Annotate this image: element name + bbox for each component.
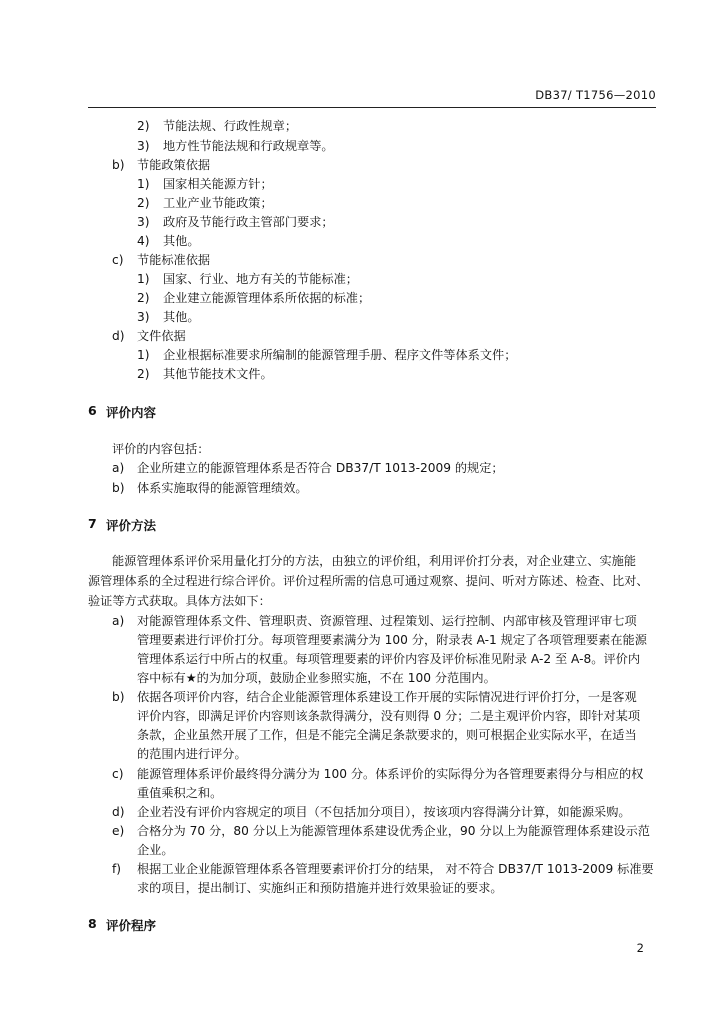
text-line: 容中标有★的为加分项，鼓励企业参照实施，不在 100 分范围内。 bbox=[137, 671, 496, 685]
text-line: 企业所建立的能源管理体系是否符合 DB37/T 1013-2009 的规定； bbox=[137, 461, 504, 475]
text-line: 合格分为 70 分，80 分以上为能源管理体系建设优秀企业，90 分以上为能源管理体系建设示范 bbox=[137, 824, 650, 838]
list-marker: a) bbox=[112, 461, 125, 475]
text-line: 其他。 bbox=[163, 310, 200, 324]
section-heading: 评价程序 bbox=[106, 918, 157, 933]
page-number: 2 bbox=[636, 941, 644, 955]
list-marker: 4) bbox=[137, 234, 150, 248]
text-line: 文件依据 bbox=[137, 329, 186, 343]
section-heading: 评价方法 bbox=[106, 518, 157, 533]
list-marker: c) bbox=[112, 767, 124, 781]
section-number: 6 bbox=[88, 403, 97, 418]
text-line: 评价内容，即满足评价内容则该条款得满分，没有则得 0 分；二是主观评价内容，即针对某项 bbox=[137, 709, 641, 723]
text-line: 企业根据标准要求所编制的能源管理手册、程序文件等体系文件； bbox=[163, 348, 517, 362]
text-line: 条款，企业虽然开展了工作，但是不能完全满足条款要求的，则可根据企业实际水平，在适当 bbox=[137, 728, 637, 742]
list-marker: 3) bbox=[137, 139, 150, 153]
text-line: 验证等方式获取。具体方法如下： bbox=[88, 594, 271, 608]
list-marker: d) bbox=[112, 329, 125, 343]
list-marker: b) bbox=[112, 481, 125, 495]
text-line: 节能法规、行政性规章； bbox=[163, 119, 298, 133]
list-marker: f) bbox=[112, 862, 122, 876]
list-marker: 2) bbox=[137, 367, 150, 381]
text-line: 管理体系运行中所占的权重。每项管理要素的评价内容及评价标准见附录 A-2 至 A-8。评价内 bbox=[137, 652, 641, 666]
section-number: 8 bbox=[88, 916, 97, 931]
text-line: 节能标准依据 bbox=[137, 253, 211, 267]
list-marker: 1) bbox=[137, 348, 150, 362]
text-line: 管理要素进行评价打分。每项管理要素满分为 100 分，附录表 A-1 规定了各项管理要素在能源 bbox=[137, 633, 647, 647]
list-marker: 2) bbox=[137, 196, 150, 210]
text-line: 国家、行业、地方有关的节能标准； bbox=[163, 272, 358, 286]
text-line: 的范围内进行评分。 bbox=[137, 747, 247, 761]
text-line: 企业若没有评价内容规定的项目（不包括加分项目），按该项内容得满分计算，如能源采购。 bbox=[137, 805, 631, 819]
list-marker: 1) bbox=[137, 177, 150, 191]
text-line: 工业产业节能政策； bbox=[163, 196, 273, 210]
text-line: 能源管理体系评价最终得分满分为 100 分。体系评价的实际得分为各管理要素得分与相应的权 bbox=[137, 767, 644, 781]
text-line: 国家相关能源方针； bbox=[163, 177, 273, 191]
list-marker: e) bbox=[112, 824, 125, 838]
text-line: 政府及节能行政主管部门要求； bbox=[163, 215, 334, 229]
text-line: 企业。 bbox=[137, 843, 174, 857]
list-marker: b) bbox=[112, 690, 125, 704]
text-line: 源管理体系的全过程进行综合评价。评价过程所需的信息可通过观察、提问、听对方陈述、检查、比对、 bbox=[88, 574, 649, 588]
text-line: 依据各项评价内容，结合企业能源管理体系建设工作开展的实际情况进行评价打分，一是客观 bbox=[137, 690, 637, 704]
list-marker: 3) bbox=[137, 310, 150, 324]
text-line: 能源管理体系评价采用量化打分的方法，由独立的评价组，利用评价打分表，对企业建立、实施能 bbox=[112, 554, 637, 568]
text-line: 节能政策依据 bbox=[137, 158, 211, 172]
list-marker: a) bbox=[112, 614, 125, 628]
text-line: 求的项目，提出制订、实施纠正和预防措施并进行效果验证的要求。 bbox=[137, 881, 503, 895]
list-marker: 2) bbox=[137, 119, 150, 133]
text-line: 根据工业企业能源管理体系各管理要素评价打分的结果， 对不符合 DB37/T 1013-2009 标准要 bbox=[137, 862, 654, 876]
text-line: 评价的内容包括： bbox=[112, 442, 210, 456]
list-marker: 3) bbox=[137, 215, 150, 229]
text-line: 体系实施取得的能源管理绩效。 bbox=[137, 481, 308, 495]
text-line: 其他节能技术文件。 bbox=[163, 367, 273, 381]
list-marker: c) bbox=[112, 253, 124, 267]
text-line: 其他。 bbox=[163, 234, 200, 248]
list-marker: d) bbox=[112, 805, 125, 819]
section-number: 7 bbox=[88, 516, 97, 531]
text-line: 企业建立能源管理体系所依据的标准； bbox=[163, 291, 371, 305]
list-marker: 2) bbox=[137, 291, 150, 305]
document-header-code: DB37/ T1756—2010 bbox=[535, 88, 656, 102]
list-marker: 1) bbox=[137, 272, 150, 286]
text-line: 地方性节能法规和行政规章等。 bbox=[163, 139, 334, 153]
text-line: 对能源管理体系文件、管理职责、资源管理、过程策划、运行控制、内部审核及管理评审七项 bbox=[137, 614, 637, 628]
text-line: 重值乘积之和。 bbox=[137, 786, 223, 800]
header-rule bbox=[88, 107, 656, 108]
section-heading: 评价内容 bbox=[106, 405, 157, 420]
list-marker: b) bbox=[112, 158, 125, 172]
